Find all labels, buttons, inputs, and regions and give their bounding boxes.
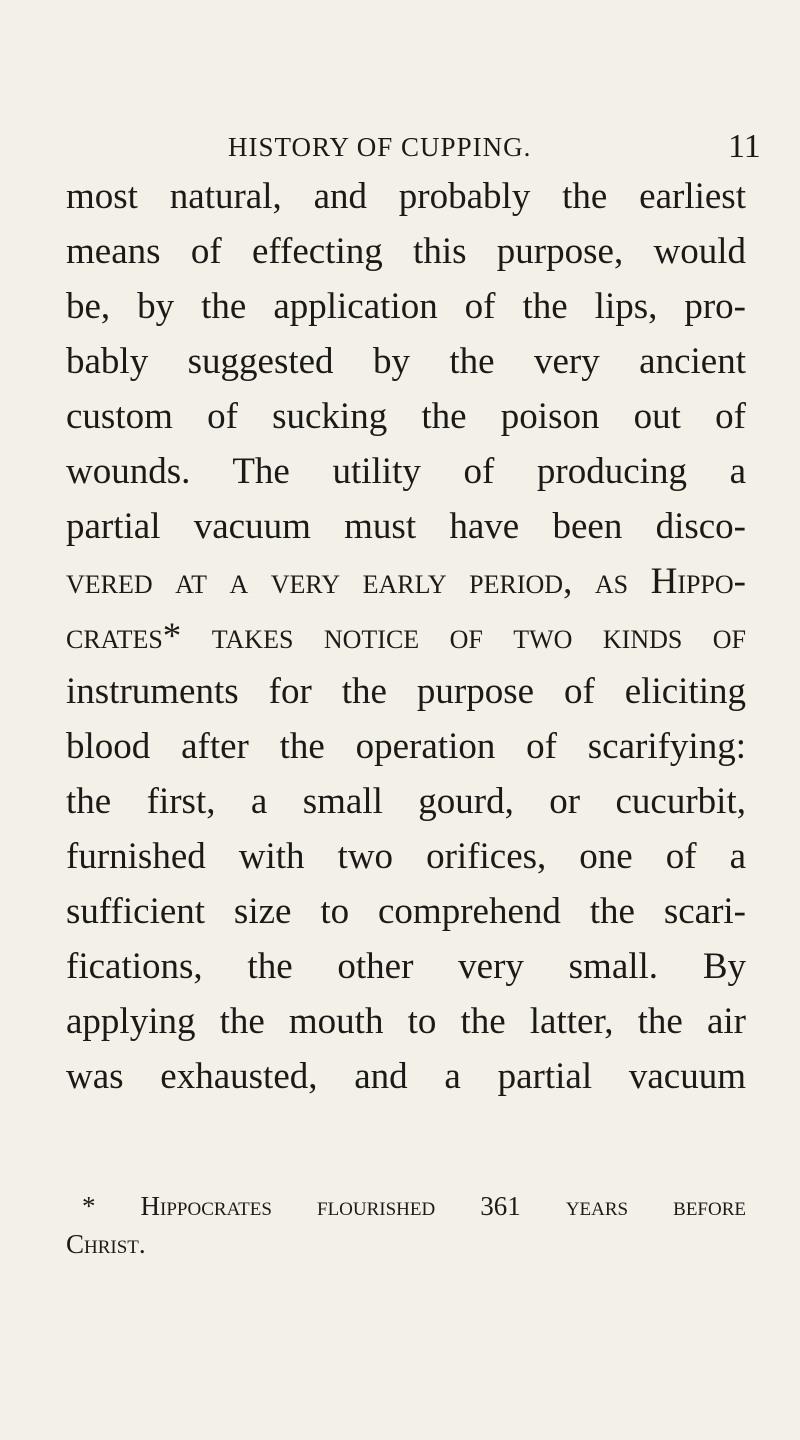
text-line: crates* takes notice of two kinds of	[66, 616, 746, 657]
text-line: be, by the application of the lips, pro-	[66, 286, 746, 327]
text-line: sufficient size to comprehend the scari-	[66, 891, 746, 932]
text-line: means of effecting this purpose, would	[66, 231, 746, 272]
running-head: HISTORY OF CUPPING.	[228, 132, 532, 162]
text-line: partial vacuum must have been disco-	[66, 506, 746, 547]
text-line: applying the mouth to the latter, the air	[66, 1001, 746, 1042]
text-line: was exhausted, and a partial vacuum	[66, 1056, 746, 1097]
text-line: blood after the operation of scarifying:	[66, 726, 746, 767]
text-line: vered at a very early period, as Hippo-	[66, 561, 746, 602]
text-line: custom of sucking the poison out of	[66, 396, 746, 437]
text-line: instruments for the purpose of eliciting	[66, 671, 746, 712]
text-line: bably suggested by the very ancient	[66, 341, 746, 382]
footnote-line: * Hippocrates flourished 361 years before	[82, 1191, 746, 1221]
text-line: wounds. The utility of producing a	[66, 451, 746, 492]
text-line: furnished with two orifices, one of a	[66, 836, 746, 877]
text-line: fications, the other very small. By	[66, 946, 746, 987]
text-line: the first, a small gourd, or cucurbit,	[66, 781, 746, 822]
footnote-line: Christ.	[66, 1229, 146, 1259]
text-line: most natural, and probably the earliest	[66, 176, 746, 217]
footnote	[66, 1187, 746, 1263]
body-text	[66, 169, 746, 1104]
page-number: 11	[728, 128, 761, 165]
